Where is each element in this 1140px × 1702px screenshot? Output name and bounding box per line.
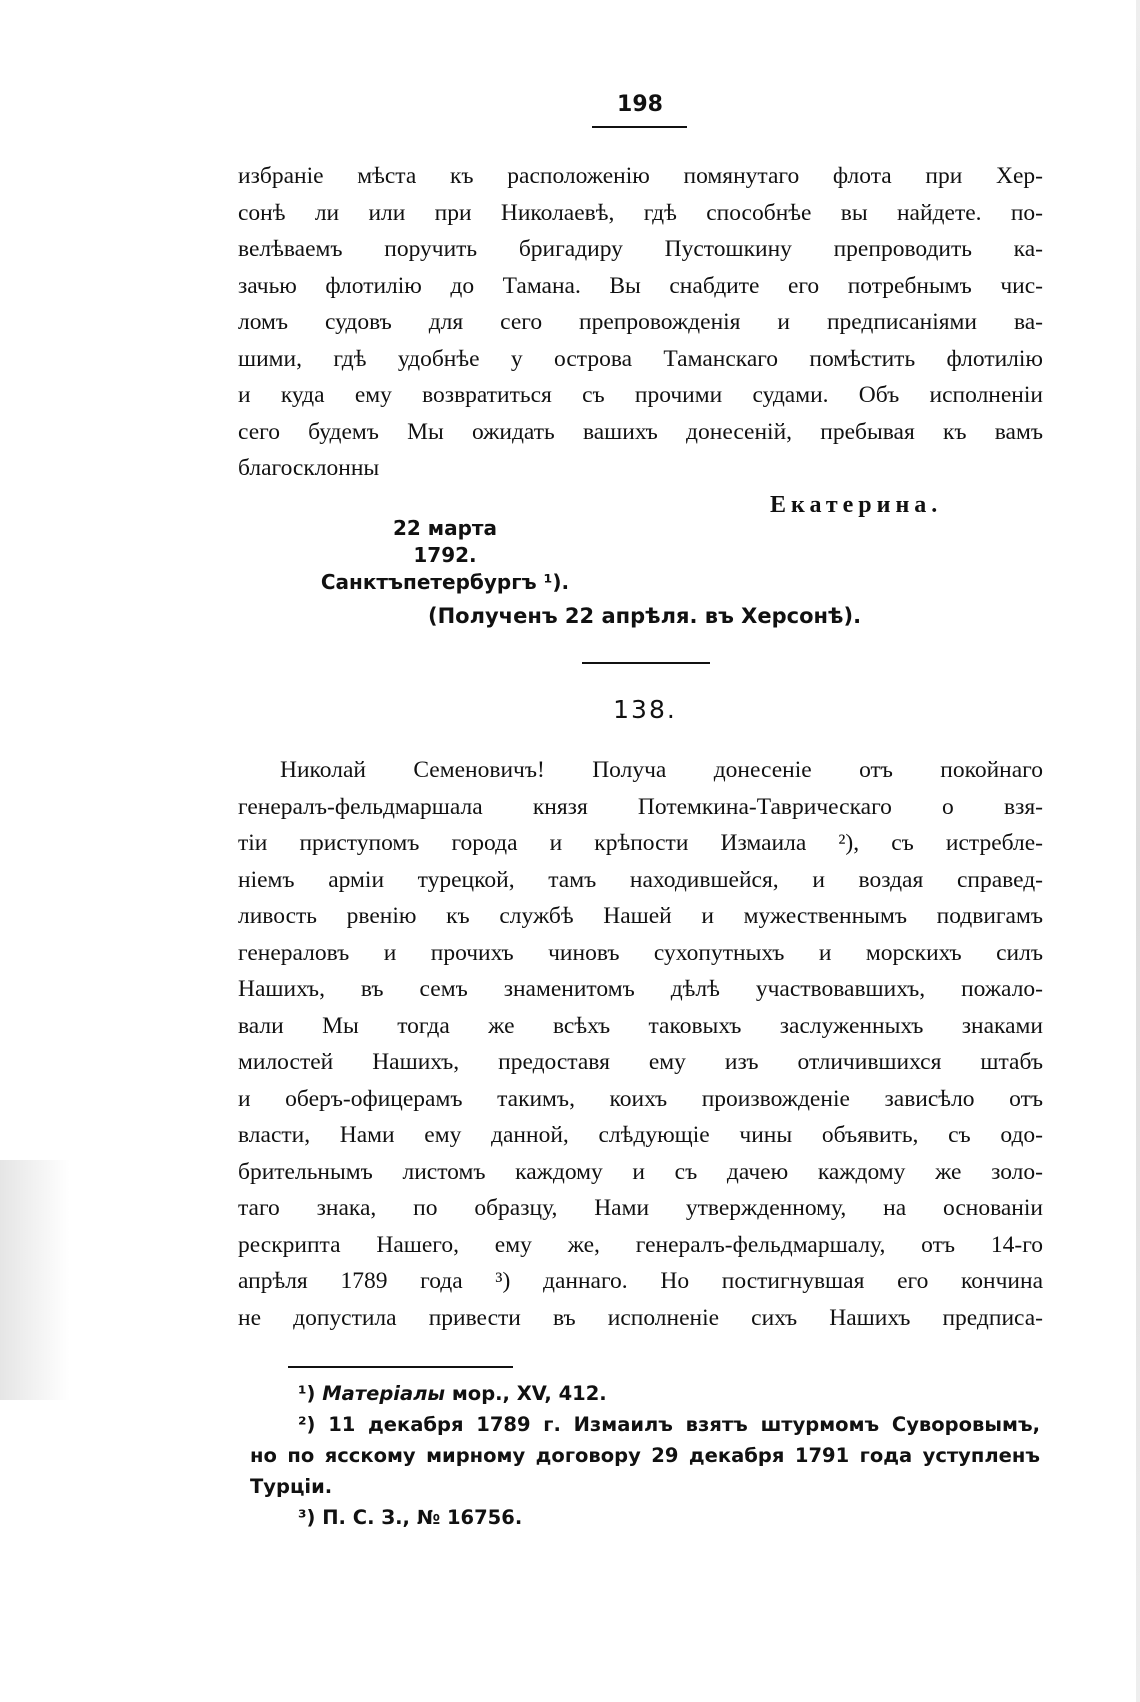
section-body [238,752,1043,1336]
text-line: тіи приступомъ города и крѣпости Измаила ²), съ истребле- [238,830,1043,856]
footnote-text: мор., XV, 412. [451,1382,607,1405]
scan-right-edge [1136,0,1140,1702]
text-line: не допустила привести въ исполненіе сихъ Нашихъ предписа- [238,1304,1043,1331]
text-line: благосклонны [238,455,380,481]
signature: Екатерина. [770,492,943,518]
place-line: Санктъпетербургъ ¹). [320,570,570,594]
text-line: генераловъ и прочихъ чиновъ сухопутныхъ и морскихъ силъ [238,939,1043,966]
footnote-2-line: но по ясскому мирному договору 29 декабря 1791 года уступленъ [250,1444,1040,1467]
text-line: и куда ему возвратиться съ прочими судами. Объ исполненіи [238,382,1043,408]
text-line: шими, гдѣ удобнѣе у острова Таманскаго помѣстить флотилію [238,345,1043,372]
text-line: милостей Нашихъ, предоставя ему изъ отличившихся штабъ [238,1049,1043,1075]
text-line: сонѣ ли или при Николаевѣ, гдѣ способнѣе вы найдете. по- [238,199,1043,226]
text-line: генералъ-фельдмаршала князя Потемкина-Таврическаго о взя- [238,793,1043,820]
text-line: ніемъ арміи турецкой, тамъ находившейся, и воздая справед- [238,866,1043,893]
date-place-block [320,515,570,596]
footnote-divider [288,1366,513,1368]
text-line: зачью флотилію до Тамана. Вы снабдите его потребнымъ чис- [238,272,1043,299]
section-divider [582,662,710,664]
footnote-1 [250,1378,1040,1409]
received-note: (Полученъ 22 апрѣля. въ Херсонѣ). [428,604,862,628]
text-line: брительнымъ листомъ каждому и съ дачею каждому же золо- [238,1158,1043,1185]
scan-edge-shadow [0,1160,70,1400]
footnote-source-title: Матеріалы [322,1382,446,1405]
date-line: 22 марта [392,516,498,540]
text-line: вали Мы тогда же всѣхъ таковыхъ заслуженныхъ знаками [238,1012,1043,1039]
text-line: апрѣля 1789 года ³) даннаго. Но постигнувшая его кончина [238,1268,1043,1294]
text-line: таго знака, по образцу, Нами утвержденному, на основаніи [238,1195,1043,1221]
text-line: и оберъ-офицерамъ такимъ, коихъ произвожденіе зависѣло отъ [238,1085,1043,1112]
text-line: избраніе мѣста къ расположенію помянутаго флота при Хер- [238,163,1043,189]
text-line: Нашихъ, въ семъ знаменитомъ дѣлѣ участвовавшихъ, пожало- [238,976,1043,1002]
footnote-marker: ¹) [298,1382,316,1405]
text-line: власти, Нами ему данной, слѣдующіе чины объявить, съ одо- [238,1122,1043,1148]
text-line: ломъ судовъ для сего препровожденія и предписаніями ва- [238,309,1043,335]
text-line: сего будемъ Мы ожидать вашихъ донесеній, пребывая къ вамъ [238,418,1043,445]
year-line: 1792. [413,543,477,567]
footnote-2-line: Турціи. [250,1475,333,1498]
footnote-2-line: ²) 11 декабря 1789 г. Измаилъ взятъ штурмомъ Суворовымъ, [298,1413,1040,1436]
letter-continuation [238,158,1043,487]
footnote-3: ³) П. С. З., № 16756. [298,1506,523,1529]
page-number-rule [592,126,687,128]
footnotes [250,1378,1040,1533]
section-number: 138. [613,695,677,724]
text-line: рескрипта Нашего, ему же, генералъ-фельдмаршалу, отъ 14-го [238,1231,1043,1258]
page-number: 198 [617,92,663,117]
text-line: Николай Семеновичъ! Получа донесеніе отъ покойнаго [280,757,1043,783]
text-line: ливость рвенію къ службѣ Нашей и мужественнымъ подвигамъ [238,903,1043,929]
text-line: велѣваемъ поручить бригадиру Пустошкину препроводить ка- [238,236,1043,262]
